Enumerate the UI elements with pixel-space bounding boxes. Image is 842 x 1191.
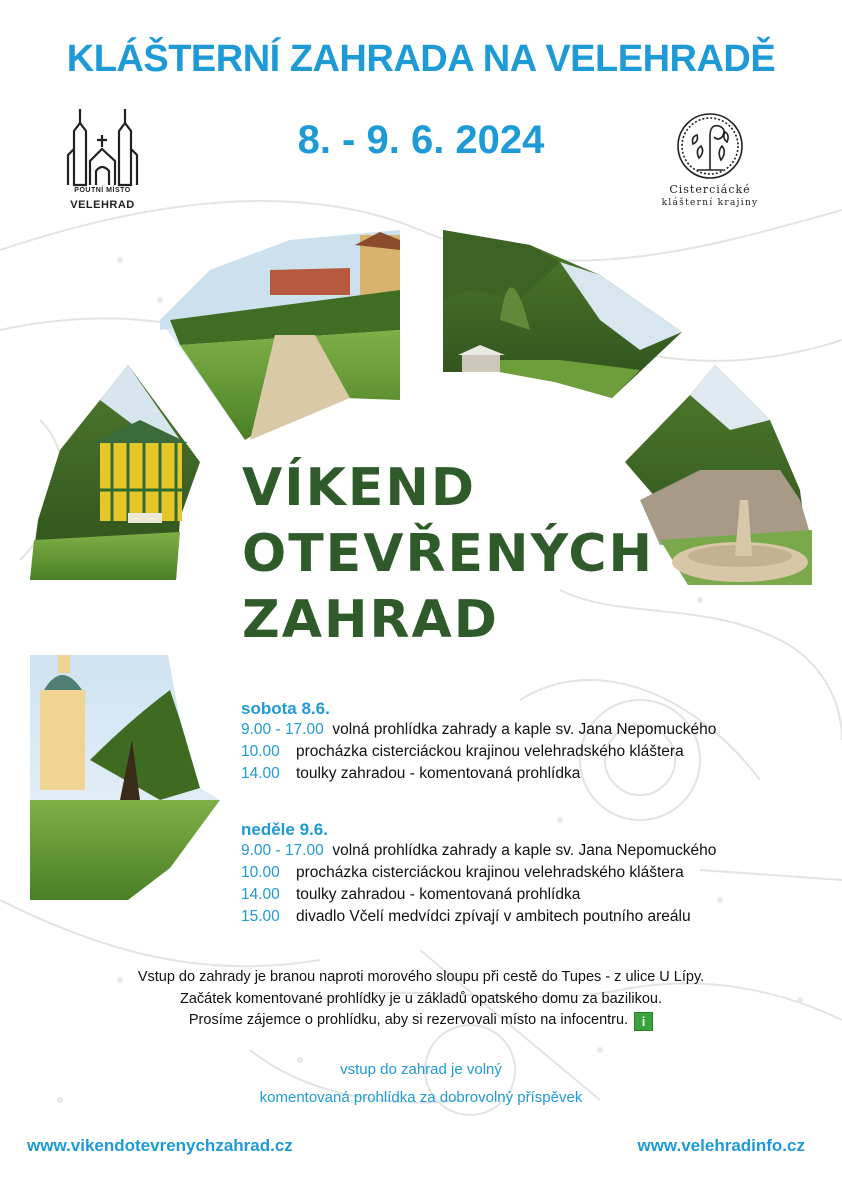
schedule-text: divadlo Včelí medvídci zpívají v ambitech poutního areálu	[296, 908, 691, 925]
schedule-text: volná prohlídka zahrady a kaple sv. Jana Nepomuckého	[332, 721, 717, 738]
info-tour-start: Začátek komentované prohlídky je u základů opatského domu za bazilikou.	[179, 991, 662, 1007]
website-link-left[interactable]: www.vikendotevrenychzahrad.cz	[27, 1136, 293, 1155]
photo-gazebo	[30, 365, 200, 580]
schedule-time: 9.00 - 17.00	[241, 842, 324, 859]
schedule-time: 15.00	[241, 908, 280, 925]
logo-left-line2: VELEHRAD	[70, 199, 135, 211]
schedule-row	[241, 743, 684, 761]
saturday-label: sobota 8.6.	[241, 699, 330, 718]
schedule-text: procházka cisterciáckou krajinou velehradského kláštera	[296, 743, 684, 760]
info-entrance: Vstup do zahrady je branou naproti morového sloupu při cestě do Tupes - z ulice U Lípy.	[137, 969, 705, 985]
schedule-row	[241, 864, 684, 882]
schedule-text: toulky zahradou - komentovaná prohlídka	[296, 765, 581, 782]
info-reservation	[0, 1012, 842, 1031]
headline-line3: ZAHRAD	[242, 590, 499, 650]
schedule-row	[241, 765, 580, 783]
logo-left-line1: POUTNÍ MÍSTO	[74, 187, 131, 194]
logo-right-line2: klášterní krajiny	[661, 198, 759, 208]
schedule-time: 10.00	[241, 743, 280, 760]
event-date: 8. - 9. 6. 2024	[297, 118, 545, 162]
sunday-label: neděle 9.6.	[241, 820, 328, 839]
schedule-time: 10.00	[241, 864, 280, 881]
schedule-row	[241, 886, 580, 904]
schedule-row	[241, 721, 716, 739]
schedule-text: procházka cisterciáckou krajinou velehradského kláštera	[296, 864, 684, 881]
headline	[242, 455, 654, 653]
poster-title: KLÁŠTERNÍ ZAHRADA NA VELEHRADĚ	[66, 38, 776, 80]
photo-garden-path	[160, 230, 400, 440]
headline-line1: VÍKEND	[242, 458, 477, 518]
schedule-time: 14.00	[241, 765, 280, 782]
schedule-time: 14.00	[241, 886, 280, 903]
schedule-text: volná prohlídka zahrady a kaple sv. Jana Nepomuckého	[332, 842, 717, 859]
logo-right-line1: Cisterciácké	[669, 183, 751, 196]
free-entry-note: vstup do zahrad je volný	[340, 1061, 502, 1078]
tour-fee-note: komentovaná prohlídka za dobrovolný příspěvek	[259, 1089, 583, 1106]
headline-line2: OTEVŘENÝCH	[242, 524, 655, 584]
schedule-row	[241, 908, 691, 926]
schedule-row	[241, 842, 716, 860]
info-reservation-text: Prosíme zájemce o prohlídku, aby si rezervovali místo na infocentru.	[188, 1012, 629, 1028]
schedule-text: toulky zahradou - komentovaná prohlídka	[296, 886, 581, 903]
website-link-right[interactable]: www.velehradinfo.cz	[637, 1136, 805, 1155]
info-icon: i	[634, 1012, 653, 1031]
schedule-time: 9.00 - 17.00	[241, 721, 324, 738]
photo-tall-trees	[443, 230, 682, 398]
photo-chapel-tower	[30, 655, 220, 900]
